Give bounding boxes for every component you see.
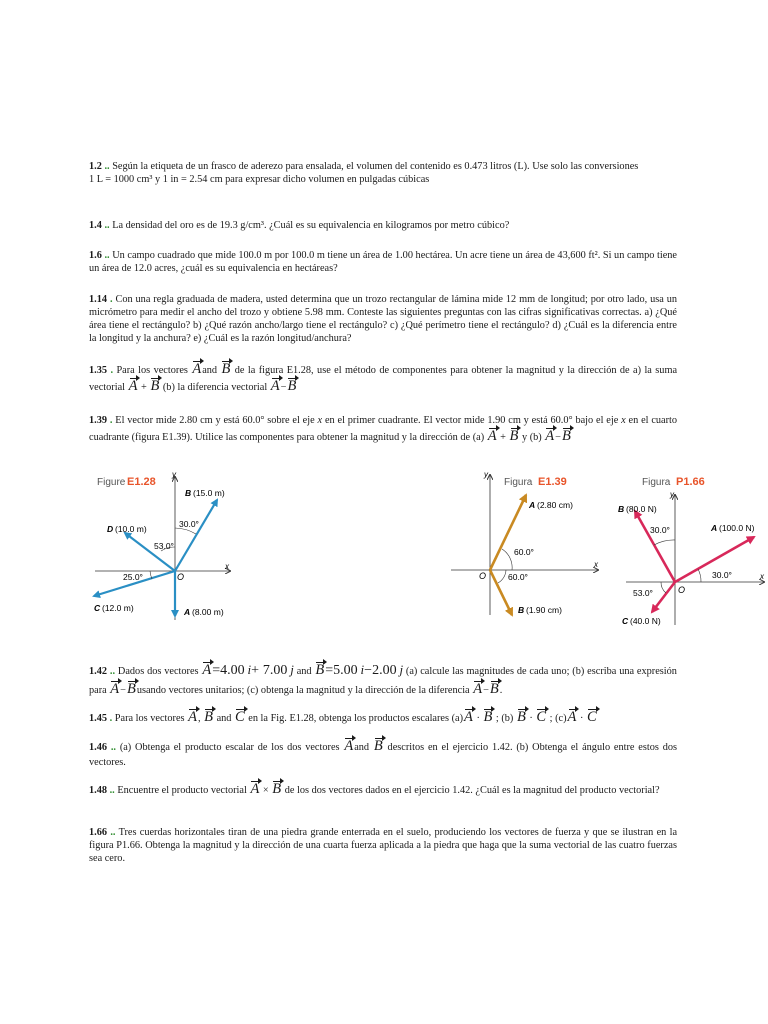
operator: ·	[529, 713, 533, 724]
label-c: C	[94, 603, 101, 613]
difficulty-dots: .	[109, 294, 113, 305]
difficulty-dots: ..	[104, 161, 110, 172]
problem-number: 1.45	[89, 713, 108, 724]
problem-1-46	[89, 740, 677, 770]
label-b: B	[518, 605, 525, 615]
problem-1-66	[89, 826, 677, 865]
figure-e1-39	[446, 465, 606, 625]
equation-b2: −2.00	[364, 663, 397, 678]
equation-b: =5.00	[325, 663, 358, 678]
problem-text: Con una regla graduada de madera, usted determina que un trozo rectangular de lámina mide 12 mm de longitud; por otro lado, usa un micrómetro para medir el ancho del trozo y obtiene 5.98 mm. Conteste las siguientes preguntas con las cifras significativas correctas. a) ¿Qué área tiene el rectángulo? b) ¿Qué razón ancho/largo tiene el rectángulo? c) ¿Qué perímetro tiene el rectángulo? d) ¿Cuál es la diferencia entre la longitud y la anchura? e) ¿Cuál es la razón longitud/anchura?	[89, 294, 678, 344]
vector-a: A	[202, 662, 212, 678]
vector-b: B	[221, 361, 231, 377]
vector-b: B	[561, 428, 571, 444]
problem-number: 1.14	[89, 294, 108, 305]
vector-a: A	[567, 709, 577, 725]
label-a-value: (100.0 N)	[719, 523, 755, 533]
angle-30-upper: 30.0°	[650, 525, 670, 535]
problem-text: Encuentre el producto vectorial	[117, 785, 247, 796]
operator: −	[120, 685, 126, 696]
angle-60-upper: 60.0°	[514, 547, 534, 557]
vector-a: A	[188, 709, 197, 725]
vector-b: B	[150, 378, 160, 394]
problem-text: (a) Obtenga el producto escalar de los dos vectores	[119, 742, 340, 753]
problem-text-line2: 1 L = 1000 cm³ y 1 in = 2.54 cm para expresar dicho volumen en pulgadas cúbicas	[89, 174, 430, 185]
difficulty-dots: ..	[109, 666, 116, 677]
problem-1-2	[89, 160, 677, 186]
vector-b-arrow	[635, 511, 675, 582]
problem-text: de la figura E1.28, use el método de componentes para obtener la magnitud y la dirección de a) la suma vectorial	[89, 365, 678, 393]
problem-number: 1.42	[89, 666, 108, 677]
vector-c: C	[536, 709, 547, 725]
difficulty-dots: .	[109, 713, 113, 724]
vector-a: A	[344, 738, 354, 754]
difficulty-dots: ..	[110, 827, 116, 838]
problem-text: y (b)	[521, 432, 542, 443]
problem-text: en la Fig. E1.28, obtenga los productos escalares (a)	[248, 713, 464, 724]
vector-b: B	[126, 681, 136, 697]
problem-text: and	[202, 365, 218, 376]
problem-text: La densidad del oro es de 19.3 g/cm³. ¿Cuál es su equivalencia en kilogramos por metro cúbico?	[112, 220, 510, 231]
problem-text: .	[499, 685, 503, 696]
unit-j: j	[290, 662, 294, 677]
problem-1-35	[89, 362, 677, 396]
equation-a: =4.00	[212, 663, 245, 678]
problem-text: (b) la diferencia vectorial	[162, 382, 268, 393]
problem-text: descritos en el ejercicio 1.42. (b) Obtenga el ángulo entre estos dos vectores.	[89, 742, 678, 768]
label-d-value: (10.0 m)	[115, 524, 147, 534]
vector-a: A	[545, 428, 555, 444]
problem-1-39	[89, 412, 677, 446]
angle-30: 30.0°	[179, 519, 199, 529]
operator: +	[500, 432, 506, 443]
vector-c: C	[235, 709, 245, 725]
figure-prefix: Figura	[642, 477, 671, 488]
vector-b: B	[373, 738, 383, 754]
vector-a: A	[464, 709, 473, 725]
vector-b: B	[287, 378, 297, 394]
label-c: C	[622, 616, 629, 626]
origin-label: O	[678, 585, 686, 595]
operator: −	[483, 685, 489, 696]
x-axis-label: x	[225, 562, 229, 571]
problem-text: and	[296, 666, 312, 677]
vector-a: A	[270, 378, 280, 394]
problem-text: Tres cuerdas horizontales tiran de una piedra grande enterrada en el suelo, produciendo los vectores de fuerza y que se ilustran en la figura P1.66. Obtenga la magnitud y la dirección de una cuarta fuerza aplicada a la piedra que haga que la suma vectorial de las cuatro fuerzas sea cero.	[89, 827, 678, 864]
problem-text: Según la etiqueta de un frasco de aderezo para ensalada, el volumen del contenido es 0.473 litros (L). Use solo las conversiones	[112, 161, 639, 172]
difficulty-dots: ..	[109, 785, 115, 796]
vector-b: B	[204, 709, 213, 725]
vector-c: C	[586, 709, 597, 725]
problem-text: ; (b)	[495, 713, 514, 724]
unit-i: i	[360, 662, 365, 677]
problem-text: Dados dos vectores	[117, 666, 199, 677]
label-a: A	[529, 500, 536, 510]
problem-text: and	[216, 713, 232, 724]
vector-a: A	[250, 781, 260, 797]
problem-1-48	[89, 783, 677, 798]
problem-text: de los dos vectores dados en el ejercicio 1.42. ¿Cuál es la magnitud del producto vectorial?	[284, 785, 660, 796]
angle-60-lower: 60.0°	[508, 572, 528, 582]
problem-number: 1.48	[89, 785, 108, 796]
problem-number: 1.35	[89, 365, 108, 376]
problem-text: Para los vectores	[116, 365, 188, 376]
problem-text: El vector mide 2.80 cm y está 60.0° sobre el eje	[115, 415, 315, 426]
label-b: B	[618, 504, 625, 514]
angle-53: 53.0°	[154, 541, 174, 551]
problem-number: 1.4	[89, 220, 102, 231]
problem-number: 1.2	[89, 161, 102, 172]
label-a-value: (2.80 cm)	[537, 500, 573, 510]
problem-1-45	[89, 710, 677, 727]
figure-p1-66	[606, 465, 768, 635]
problem-1-6	[89, 249, 677, 275]
problem-text: (a) calcule las magnitudes de cada uno; (b) escriba una expresión para	[89, 666, 677, 696]
vector-b: B	[516, 709, 526, 725]
vector-b: B	[509, 428, 519, 444]
vector-a: A	[110, 681, 120, 697]
operator: ×	[262, 785, 269, 796]
vector-b: B	[315, 662, 325, 678]
figure-e1-28	[90, 465, 240, 625]
problem-number: 1.46	[89, 742, 108, 753]
label-a: A	[184, 607, 191, 617]
label-b-value: (15.0 m)	[193, 488, 225, 498]
operator: ·	[476, 713, 480, 724]
difficulty-dots: .	[109, 415, 113, 426]
label-b: B	[185, 488, 192, 498]
problem-number: 1.39	[89, 415, 108, 426]
figure-prefix: Figura	[504, 477, 533, 488]
label-c-value: (40.0 N)	[630, 616, 661, 626]
vector-b: B	[272, 781, 282, 797]
figure-prefix: Figure	[97, 477, 126, 488]
vector-b-arrow	[175, 500, 217, 571]
vector-a: A	[192, 361, 202, 377]
vector-a: A	[487, 428, 497, 444]
problem-text: Para los vectores	[114, 713, 185, 724]
origin-label: O	[177, 572, 185, 582]
origin-label: O	[479, 571, 487, 581]
axis-x: x	[621, 415, 626, 426]
problem-text: ,	[197, 713, 201, 724]
problem-number: 1.6	[89, 250, 102, 261]
equation-a2: + 7.00	[251, 663, 288, 678]
difficulty-dots: ..	[110, 742, 116, 753]
problem-text: usando vectores unitarios; (c) obtenga la magnitud y la dirección de la diferencia	[136, 685, 470, 696]
y-axis-label: y	[172, 470, 176, 479]
y-axis-label: y	[484, 470, 488, 479]
label-c-value: (12.0 m)	[102, 603, 134, 613]
angle-30-right: 30.0°	[712, 570, 732, 580]
difficulty-dots: ..	[104, 250, 110, 261]
operator: +	[141, 382, 147, 393]
vector-a-arrow	[490, 495, 526, 570]
vector-a: A	[128, 378, 138, 394]
unit-j: j	[399, 662, 404, 677]
problem-text: and	[354, 742, 370, 753]
figure-id: P1.66	[676, 476, 705, 488]
angle-25: 25.0°	[123, 572, 143, 582]
vector-b: B	[483, 709, 493, 725]
label-b-value: (80.0 N)	[626, 504, 657, 514]
problem-text: Un campo cuadrado que mide 100.0 m por 100.0 m tiene un área de 1.00 hectárea. Un acre tiene un área de 43,600 ft². Si un campo tiene un área de 12.0 acres, ¿cuál es su equivalencia en hectáreas?	[89, 250, 677, 274]
problem-text: en el cuarto cuadrante (figura E1.39). Utilice las componentes para obtener la magnitud y la dirección de (a)	[89, 415, 678, 443]
problem-text: en el primer cuadrante. El vector mide 1.90 cm y está 60.0° bajo el eje	[324, 415, 619, 426]
operator: −	[280, 382, 287, 393]
problem-1-14	[89, 293, 677, 345]
axis-x: x	[317, 415, 323, 426]
problem-text: ; (c)	[549, 713, 567, 724]
problem-1-42	[89, 660, 677, 700]
figure-id: E1.39	[538, 476, 567, 488]
vector-b: B	[489, 681, 499, 697]
label-a: A	[711, 523, 718, 533]
operator: ·	[579, 713, 584, 724]
label-d: D	[107, 524, 114, 534]
angle-53: 53.0°	[633, 588, 653, 598]
label-a-value: (8.00 m)	[192, 607, 224, 617]
vector-d-arrow	[125, 533, 175, 571]
operator: −	[555, 432, 561, 443]
problem-1-4	[89, 219, 677, 232]
vector-a: A	[473, 681, 483, 697]
problem-number: 1.66	[89, 827, 108, 838]
unit-i: i	[247, 662, 252, 677]
vector-c-arrow	[652, 582, 675, 612]
difficulty-dots: .	[110, 365, 114, 376]
figure-id: E1.28	[127, 476, 156, 488]
difficulty-dots: ..	[104, 220, 110, 231]
y-axis-label: y	[670, 490, 674, 499]
x-axis-label: x	[760, 572, 764, 581]
label-b-value: (1.90 cm)	[526, 605, 562, 615]
x-axis-label: x	[594, 560, 598, 569]
